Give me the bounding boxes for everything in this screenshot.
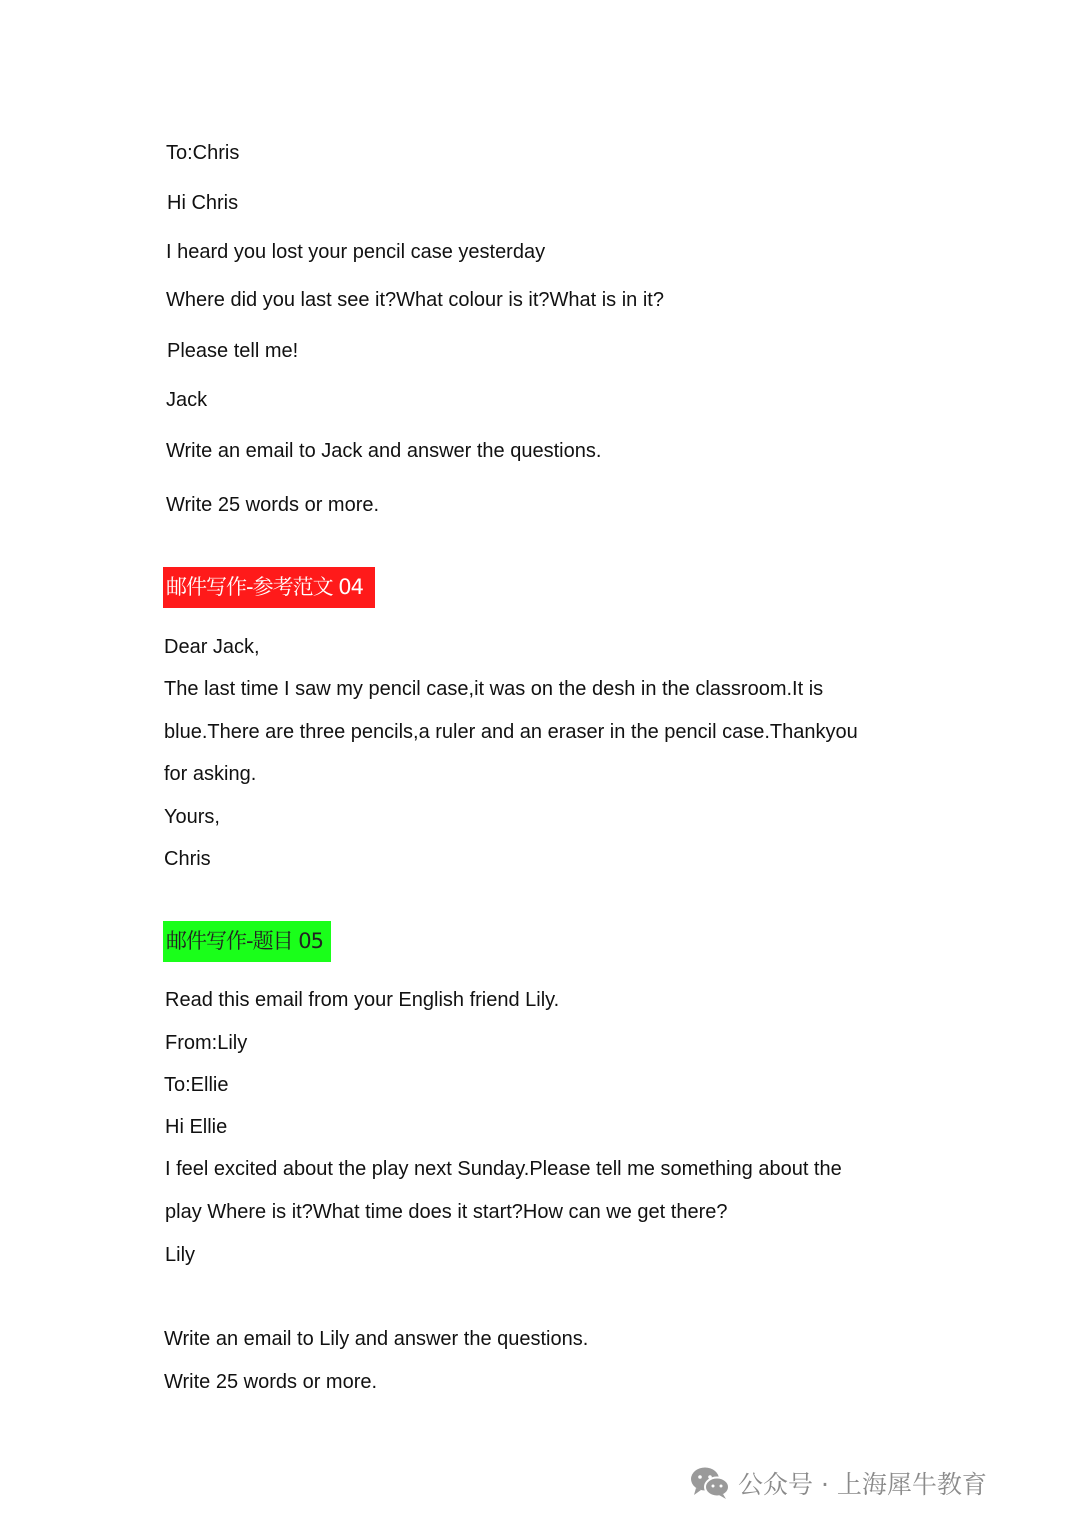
- email-greeting: Hi Chris: [167, 192, 239, 214]
- email-to-line: To:Chris: [166, 142, 240, 164]
- question-body-line: play Where is it?What time does it start?How can we get there?: [165, 1201, 728, 1223]
- question-intro: Read this email from your English friend Lily.: [165, 989, 560, 1011]
- question-signature: Lily: [165, 1244, 196, 1266]
- email-body-line: Where did you last see it?What colour is it?What is in it?: [166, 289, 664, 311]
- email-body-line: Please tell me!: [167, 340, 299, 362]
- email-signature: Jack: [166, 389, 208, 411]
- question-instruction: Write an email to Lily and answer the questions.: [164, 1328, 589, 1350]
- wechat-icon: [690, 1466, 730, 1500]
- section-heading-sample-04: 邮件写作-参考范文 04: [163, 567, 375, 608]
- watermark: [690, 1463, 987, 1503]
- task-word-count: Write 25 words or more.: [166, 494, 380, 516]
- watermark-text: 公众号 · 上海犀牛教育: [738, 1470, 987, 1499]
- question-word-count: Write 25 words or more.: [164, 1371, 378, 1393]
- task-instruction: Write an email to Jack and answer the questions.: [166, 440, 602, 462]
- question-to-line: To:Ellie: [164, 1074, 229, 1096]
- sample-body-line: for asking.: [164, 763, 257, 785]
- sample-body-line: blue.There are three pencils,a ruler and an eraser in the pencil case.Thankyou: [164, 721, 858, 743]
- sample-closing: Yours,: [164, 806, 220, 828]
- sample-body-line: The last time I saw my pencil case,it was on the desh in the classroom.It is: [164, 678, 824, 700]
- question-body-line: I feel excited about the play next Sunday.Please tell me something about the: [165, 1158, 842, 1180]
- question-greeting: Hi Ellie: [165, 1116, 228, 1138]
- section-heading-question-05: 邮件写作-题目 05: [163, 921, 331, 962]
- sample-salutation: Dear Jack,: [164, 636, 260, 658]
- sample-name: Chris: [164, 848, 211, 870]
- question-from-line: From:Lily: [165, 1032, 248, 1054]
- email-body-line: I heard you lost your pencil case yesterday: [166, 241, 546, 263]
